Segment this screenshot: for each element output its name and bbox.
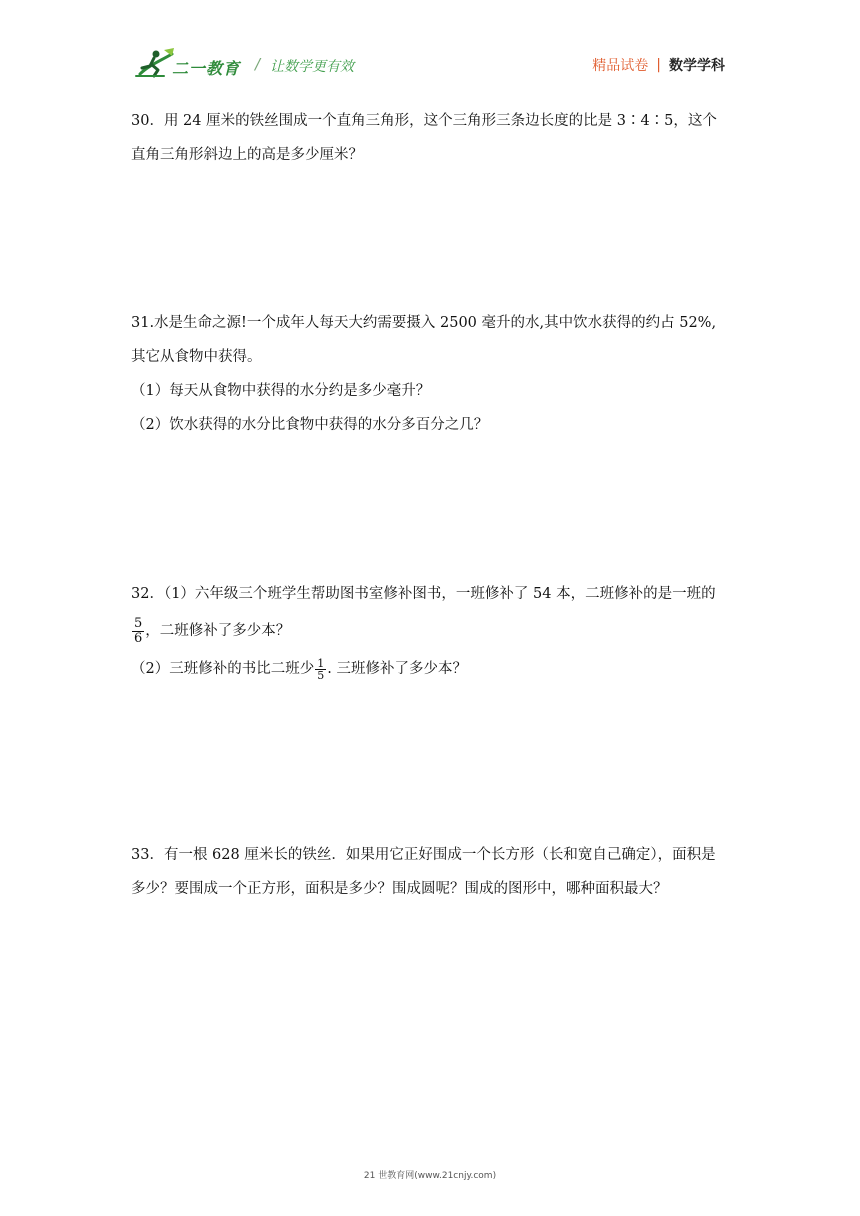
brand-name: 二一教育: [172, 59, 241, 78]
question-33: [131, 838, 741, 906]
header-label-subject: 数学学科: [669, 58, 725, 74]
question-32-line2: $\frac{5}{6}$ ，二班修补了多少本？: [134, 615, 291, 646]
header-divider: /: [255, 55, 261, 73]
question-30-line2: 直角三角形斜边上的高是多少厘米？: [131, 147, 363, 163]
question-30-line1: 30．用 24 厘米的铁丝围成一个直角三角形，这个三角形三条边长度的比是 3∶4∶5，这个: [131, 113, 717, 129]
question-33-line1: 33．有一根 628 厘米长的铁丝．如果用它正好围成一个长方形（长和宽自己确定），面积是: [131, 847, 716, 863]
question-31-line1: 31.水是生命之源!一个成年人每天大约需要摄入 2500 毫升的水,其中饮水获得的约占 52%,: [131, 315, 717, 331]
page-header: [0, 0, 860, 90]
question-31-sub2: （2）饮水获得的水分比食物中获得的水分多百分之几？: [131, 417, 489, 433]
fraction-one-fifth: $\frac{1}{5}$: [317, 656, 325, 682]
question-31-line2: 其它从食物中获得。: [131, 349, 262, 365]
question-32: [131, 577, 741, 687]
question-31-sub1: （1）每天从食物中获得的水分约是多少毫升？: [131, 383, 431, 399]
brand-slogan: 让数学更有效: [270, 59, 354, 75]
question-32-line1: 32．（1）六年级三个班学生帮助图书室修补图书，一班修补了 54 本，二班修补的是一班的: [131, 586, 716, 602]
question-30: [131, 104, 741, 172]
question-31: [131, 306, 741, 442]
question-33-line2: 多少？要围成一个正方形，面积是多少？围成圆呢？围成的图形中，哪种面积最大？: [131, 881, 668, 897]
page-footer: 21 世教育网(www.21cnjy.com): [363, 1171, 497, 1181]
question-32-sub2: （2）三班修补的书比二班少 $\frac{1}{5}$ . 三班修补了多少本？: [131, 656, 467, 682]
header-label-quality: 精品试卷: [592, 58, 649, 74]
header-separator: |: [656, 57, 661, 73]
header-labels: [592, 55, 725, 75]
fraction-five-sixths: $\frac{5}{6}$: [134, 615, 143, 646]
